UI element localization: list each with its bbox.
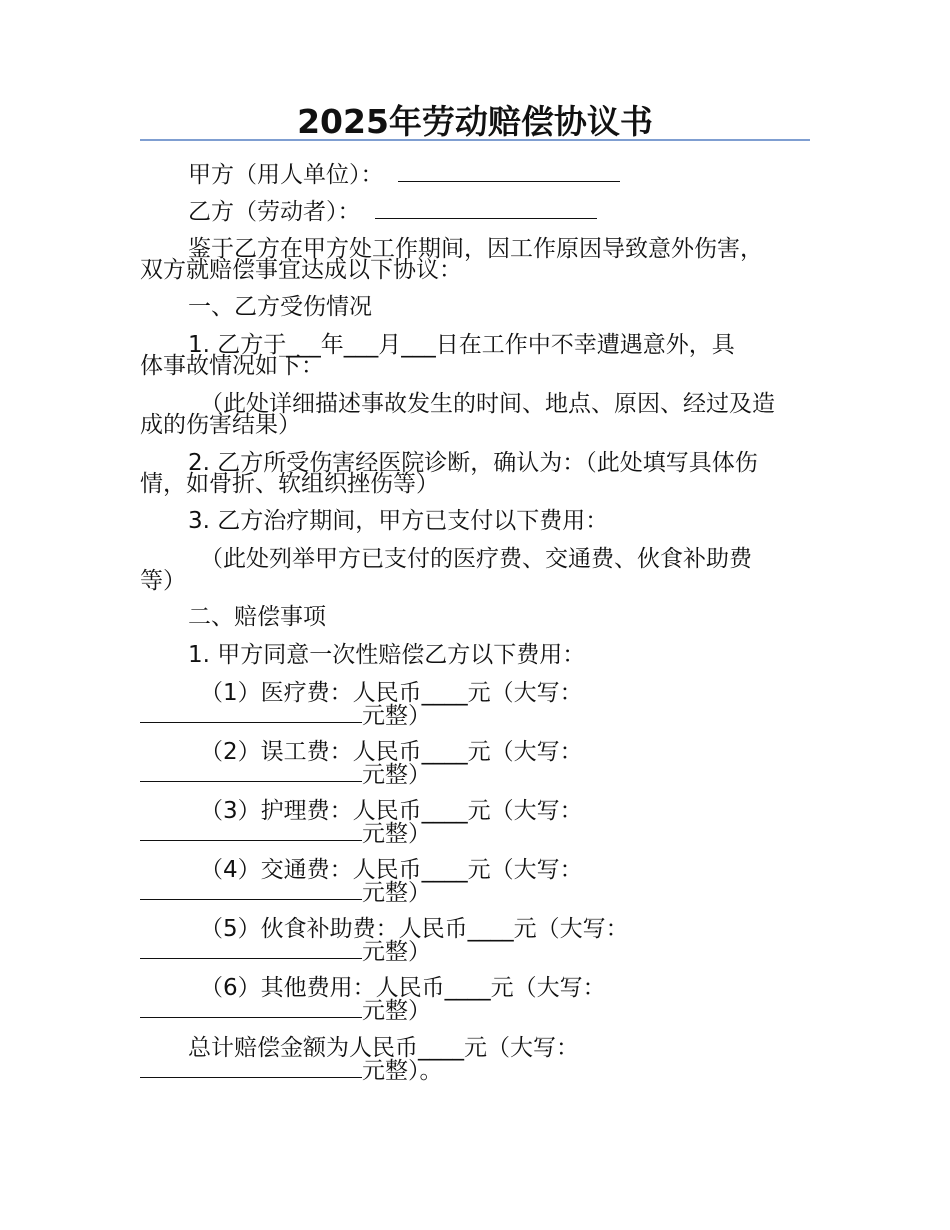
section-1-heading: 一、乙方受伤情况 — [188, 294, 372, 320]
document-title: 2025年劳动赔偿协议书 — [297, 102, 653, 141]
fee-lost-wages-blank — [140, 759, 362, 782]
item-1-line-2: 体事故情况如下： — [140, 353, 324, 379]
item-3-line: 3. 乙方治疗期间，甲方已支付以下费用： — [188, 508, 609, 534]
item-1-line-1: 1. 乙方于___年___月___日在工作中不幸遭遇意外，具 — [188, 332, 735, 358]
fee-nursing-line-1: （3）护理费：人民币____元（大写： — [200, 798, 583, 824]
fee-nursing-blank — [140, 818, 362, 841]
fee-transport-line-2 — [140, 877, 431, 908]
item-2-line-1: 2. 乙方所受伤害经医院诊断，确认为：（此处填写具体伤 — [188, 450, 758, 476]
total-tail: 元整）。 — [362, 1058, 443, 1084]
fee-meal-blank — [140, 936, 362, 959]
fee-meal-line-2 — [140, 936, 431, 967]
compensation-intro: 1. 甲方同意一次性赔偿乙方以下费用： — [188, 642, 586, 668]
fee-medical-blank — [140, 700, 362, 723]
party-a-label: 甲方（用人单位）： — [188, 162, 384, 188]
fee-meal-line-1: （5）伙食补助费：人民币____元（大写： — [200, 916, 629, 942]
fee-nursing-tail: 元整） — [362, 821, 431, 847]
accident-placeholder-line-1: （此处详细描述事故发生的时间、地点、原因、经过及造 — [200, 391, 775, 417]
accident-placeholder-line-2: 成的伤害结果） — [140, 412, 301, 438]
paid-placeholder-line-2: 等） — [140, 568, 186, 594]
fee-other-line-1: （6）其他费用：人民币____元（大写： — [200, 975, 606, 1001]
fee-medical-tail: 元整） — [362, 703, 431, 729]
fee-transport-tail: 元整） — [362, 880, 431, 906]
party-a-blank — [398, 159, 620, 182]
section-2-heading: 二、赔偿事项 — [188, 604, 326, 630]
total-blank — [140, 1055, 362, 1078]
fee-lost-wages-tail: 元整） — [362, 762, 431, 788]
fee-other-tail: 元整） — [362, 998, 431, 1024]
fee-medical-line-2 — [140, 700, 431, 731]
party-b-line — [188, 196, 597, 227]
fee-lost-wages-line-2 — [140, 759, 431, 790]
party-a-line — [188, 159, 620, 190]
fee-transport-line-1: （4）交通费：人民币____元（大写： — [200, 857, 583, 883]
fee-other-blank — [140, 995, 362, 1018]
fee-transport-blank — [140, 877, 362, 900]
item-2-line-2: 情，如骨折、软组织挫伤等） — [140, 471, 439, 497]
total-line-1: 总计赔偿金额为人民币____元（大写： — [188, 1035, 579, 1061]
intro-line-1: 鉴于乙方在甲方处工作期间，因工作原因导致意外伤害， — [188, 236, 763, 262]
party-b-blank — [375, 196, 597, 219]
title-underline — [140, 139, 810, 141]
fee-other-line-2 — [140, 995, 431, 1026]
party-b-label: 乙方（劳动者）： — [188, 199, 361, 225]
fee-meal-tail: 元整） — [362, 939, 431, 965]
intro-line-2: 双方就赔偿事宜达成以下协议： — [140, 257, 462, 283]
fee-medical-line-1: （1）医疗费：人民币____元（大写： — [200, 680, 583, 706]
total-line-2 — [140, 1055, 443, 1086]
fee-lost-wages-line-1: （2）误工费：人民币____元（大写： — [200, 739, 583, 765]
fee-nursing-line-2 — [140, 818, 431, 849]
paid-placeholder-line-1: （此处列举甲方已支付的医疗费、交通费、伙食补助费 — [200, 546, 752, 572]
